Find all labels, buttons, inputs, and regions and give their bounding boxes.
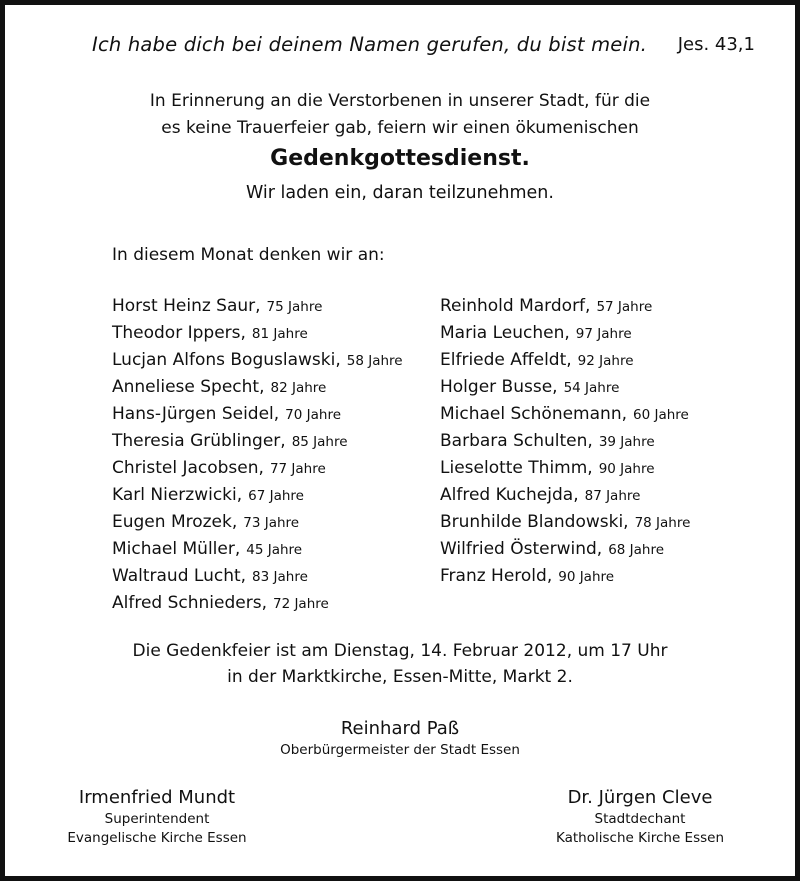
deceased-age: 81 Jahre (251, 326, 308, 342)
deceased-age: 85 Jahre (291, 434, 348, 450)
deceased-name: Christel Jacobsen, (112, 458, 264, 478)
deceased-age: 90 Jahre (598, 461, 655, 477)
list-heading: In diesem Monat denken wir an: (112, 245, 385, 265)
deceased-age: 87 Jahre (584, 488, 641, 504)
deceased-entry (440, 427, 690, 454)
intro-line-1: In Erinnerung an die Verstorbenen in unserer Stadt, für die (149, 91, 651, 111)
deceased-age: 78 Jahre (634, 515, 691, 531)
deceased-name: Horst Heinz Saur, (112, 296, 261, 316)
deceased-entry (112, 589, 403, 616)
deceased-entry (440, 292, 690, 319)
deceased-name: Michael Schönemann, (440, 404, 627, 424)
deceased-name: Brunhilde Blandowski, (440, 512, 629, 532)
deceased-entry (440, 508, 690, 535)
deceased-name: Wilfried Österwind, (440, 539, 603, 559)
deceased-name: Anneliese Specht, (112, 377, 265, 397)
event-line-2: in der Marktkirche, Essen-Mitte, Markt 2. (227, 667, 573, 687)
signatory-name: Dr. Jürgen Cleve (567, 787, 713, 808)
deceased-entry (112, 454, 403, 481)
deceased-entry (112, 481, 403, 508)
deceased-entry (440, 346, 690, 373)
deceased-age: 90 Jahre (558, 569, 615, 585)
deceased-entry (112, 319, 403, 346)
deceased-age: 45 Jahre (246, 542, 303, 558)
deceased-name: Holger Busse, (440, 377, 558, 397)
deceased-entry (440, 535, 690, 562)
deceased-name: Hans-Jürgen Seidel, (112, 404, 280, 424)
deceased-age: 68 Jahre (608, 542, 665, 558)
signatory-left (52, 787, 262, 846)
deceased-age: 75 Jahre (266, 299, 323, 315)
signatory-name: Reinhard Paß (340, 718, 460, 739)
signatory-right (535, 787, 745, 846)
deceased-entry (112, 535, 403, 562)
deceased-name: Alfred Kuchejda, (440, 485, 579, 505)
deceased-name: Theresia Grüblinger, (112, 431, 286, 451)
deceased-age: 39 Jahre (598, 434, 655, 450)
deceased-age: 58 Jahre (346, 353, 403, 369)
deceased-name: Barbara Schulten, (440, 431, 593, 451)
deceased-name: Reinhold Mardorf, (440, 296, 591, 316)
deceased-age: 97 Jahre (575, 326, 632, 342)
bible-quote: Ich habe dich bei deinem Namen gerufen, du bist mein. (92, 33, 648, 56)
deceased-age: 67 Jahre (248, 488, 304, 504)
deceased-list-left (112, 292, 403, 616)
signatory-name: Irmenfried Mundt (78, 787, 236, 808)
deceased-name: Karl Nierzwicki, (112, 485, 243, 505)
signatory-center (0, 718, 800, 758)
deceased-list-right (440, 292, 690, 589)
deceased-entry (112, 346, 403, 373)
deceased-entry (440, 373, 690, 400)
deceased-entry (440, 562, 690, 589)
deceased-age: 72 Jahre (272, 596, 329, 612)
deceased-age: 83 Jahre (252, 569, 308, 585)
deceased-name: Waltraud Lucht, (112, 566, 247, 586)
bible-reference: Jes. 43,1 (677, 34, 755, 55)
deceased-age: 60 Jahre (633, 407, 689, 423)
event-line-1: Die Gedenkfeier ist am Dienstag, 14. Februar 2012, um 17 Uhr (132, 641, 668, 661)
intro-line-2: es keine Trauerfeier gab, feiern wir einen ökumenischen (161, 118, 639, 138)
signatory-title: Stadtdechant (594, 811, 686, 827)
deceased-age: 92 Jahre (577, 353, 634, 369)
deceased-name: Lieselotte Thimm, (440, 458, 593, 478)
deceased-name: Michael Müller, (112, 539, 241, 559)
signatory-title: Oberbürgermeister der Stadt Essen (280, 742, 520, 758)
deceased-entry (440, 481, 690, 508)
deceased-age: 73 Jahre (243, 515, 300, 531)
deceased-name: Elfriede Affeldt, (440, 350, 572, 370)
deceased-name: Eugen Mrozek, (112, 512, 238, 532)
deceased-name: Lucjan Alfons Boguslawski, (112, 350, 341, 370)
deceased-entry (112, 508, 403, 535)
deceased-age: 70 Jahre (285, 407, 342, 423)
deceased-name: Theodor Ippers, (112, 323, 246, 343)
deceased-entry (440, 319, 690, 346)
deceased-entry (112, 427, 403, 454)
deceased-age: 82 Jahre (270, 380, 327, 396)
deceased-name: Franz Herold, (440, 566, 553, 586)
deceased-age: 54 Jahre (563, 380, 620, 396)
deceased-name: Maria Leuchen, (440, 323, 570, 343)
signatory-organization: Evangelische Kirche Essen (67, 830, 247, 846)
deceased-age: 77 Jahre (269, 461, 326, 477)
deceased-entry (112, 562, 403, 589)
deceased-entry (440, 454, 690, 481)
signatory-title: Superintendent (104, 811, 210, 827)
signatory-organization: Katholische Kirche Essen (556, 830, 724, 846)
deceased-entry (440, 400, 690, 427)
deceased-entry (112, 373, 403, 400)
service-title: Gedenkgottesdienst. (270, 146, 530, 171)
invitation-text: Wir laden ein, daran teilzunehmen. (246, 183, 554, 203)
event-details (0, 638, 800, 690)
intro-text (0, 88, 800, 142)
deceased-entry (112, 292, 403, 319)
deceased-entry (112, 400, 403, 427)
deceased-name: Alfred Schnieders, (112, 593, 267, 613)
deceased-age: 57 Jahre (596, 299, 653, 315)
